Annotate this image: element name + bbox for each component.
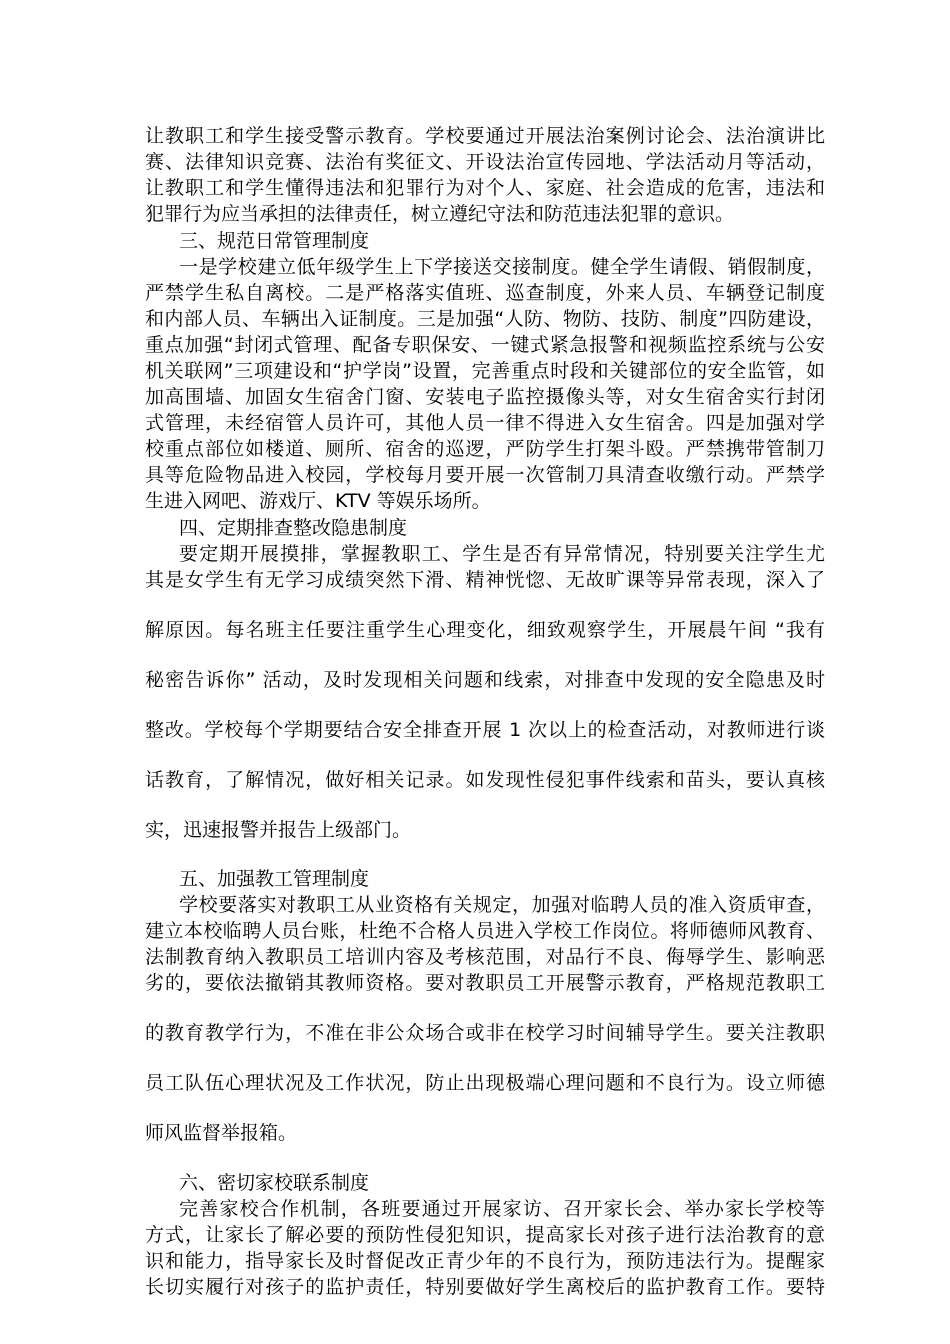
text-line: 严禁学生私自离校。二是严格落实值班、巡查制度，外来人员、车辆登记制度 (145, 282, 825, 304)
text-line: 具等危险物品进入校园，学校每月要开展一次管制刀具清查收缴行动。严禁学 (145, 464, 825, 486)
text-line: 劣的，要依法撤销其教师资格。要对教职员工开展警示教育，严格规范教职工 (145, 972, 825, 994)
text-line: 重点加强“封闭式管理、配备专职保安、一键式紧急报警和视频监控系统与公安 (145, 334, 825, 356)
text-line: 整改。学校每个学期要结合安全排查开展 1 次以上的检查活动，对教师进行谈 (145, 719, 825, 741)
text-line: 要定期开展摸排，掌握教职工、学生是否有异常情况，特别要关注学生尤 (179, 543, 825, 565)
text-line: 一是学校建立低年级学生上下学接送交接制度。健全学生请假、销假制度， (179, 256, 825, 278)
text-line: 和内部人员、车辆出入证制度。三是加强“人防、物防、技防、制度”四防建设， (145, 308, 825, 330)
text-line: 让教职工和学生接受警示教育。学校要通过开展法治案例讨论会、法治演讲比 (145, 125, 825, 147)
text-line: 秘密告诉你” 活动，及时发现相关问题和线索，对排查中发现的安全隐患及时 (145, 669, 825, 691)
section-heading: 六、密切家校联系制度 (179, 1172, 370, 1194)
text-line: 式管理，未经宿管人员许可，其他人员一律不得进入女生宿舍。四是加强对学 (145, 412, 825, 434)
text-line: 的教育教学行为，不准在非公众场合或非在校学习时间辅导学生。要关注教职 (145, 1022, 825, 1044)
text-line: 方式，让家长了解必要的预防性侵犯知识，提高家长对孩子进行法治教育的意 (145, 1224, 825, 1246)
text-line: 员工队伍心理状况及工作状况，防止出现极端心理问题和不良行为。设立师德 (145, 1072, 825, 1094)
text-line: 生进入网吧、游戏厅、KTV 等娱乐场所。 (145, 490, 491, 512)
text-line: 赛、法律知识竞赛、法治有奖征文、开设法治宣传园地、学法活动月等活动， (145, 151, 825, 173)
text-line: 长切实履行对孩子的监护责任，特别要做好学生离校后的监护教育工作。要特 (145, 1276, 825, 1298)
text-line: 实，迅速报警并报告上级部门。 (145, 819, 412, 841)
text-line: 加高围墙、加固女生宿舍门窗、安装电子监控摄像头等，对女生宿舍实行封闭 (145, 386, 825, 408)
text-line: 完善家校合作机制，各班要通过开展家访、召开家长会、举办家长学校等 (179, 1198, 825, 1220)
text-line: 让教职工和学生懂得违法和犯罪行为对个人、家庭、社会造成的危害，违法和 (145, 177, 825, 199)
text-line: 师风监督举报箱。 (145, 1122, 298, 1144)
text-line: 学校要落实对教职工从业资格有关规定，加强对临聘人员的准入资质审查， (179, 894, 825, 916)
section-heading: 五、加强教工管理制度 (179, 868, 370, 890)
text-line: 机关联网”三项建设和“护学岗”设置，完善重点时段和关键部位的安全监管，如 (145, 360, 825, 382)
text-line: 话教育，了解情况，做好相关记录。如发现性侵犯事件线索和苗头，要认真核 (145, 769, 825, 791)
section-heading: 四、定期排查整改隐患制度 (179, 517, 408, 539)
text-line: 校重点部位如楼道、厕所、宿舍的巡逻，严防学生打架斗殴。严禁携带管制刀 (145, 438, 825, 460)
text-line: 其是女学生有无学习成绩突然下滑、精神恍惚、无故旷课等异常表现，深入了 (145, 569, 825, 591)
text-line: 犯罪行为应当承担的法律责任，树立遵纪守法和防范违法犯罪的意识。 (145, 203, 735, 225)
text-line: 法制教育纳入教职员工培训内容及考核范围，对品行不良、侮辱学生、影响恶 (145, 946, 825, 968)
text-line: 建立本校临聘人员台账，杜绝不合格人员进入学校工作岗位。将师德师风教育、 (145, 920, 825, 942)
section-heading: 三、规范日常管理制度 (179, 230, 370, 252)
text-line: 识和能力，指导家长及时督促改正青少年的不良行为，预防违法行为。提醒家 (145, 1250, 825, 1272)
text-line: 解原因。每名班主任要注重学生心理变化，细致观察学生，开展晨午间 “我有 (145, 619, 825, 641)
